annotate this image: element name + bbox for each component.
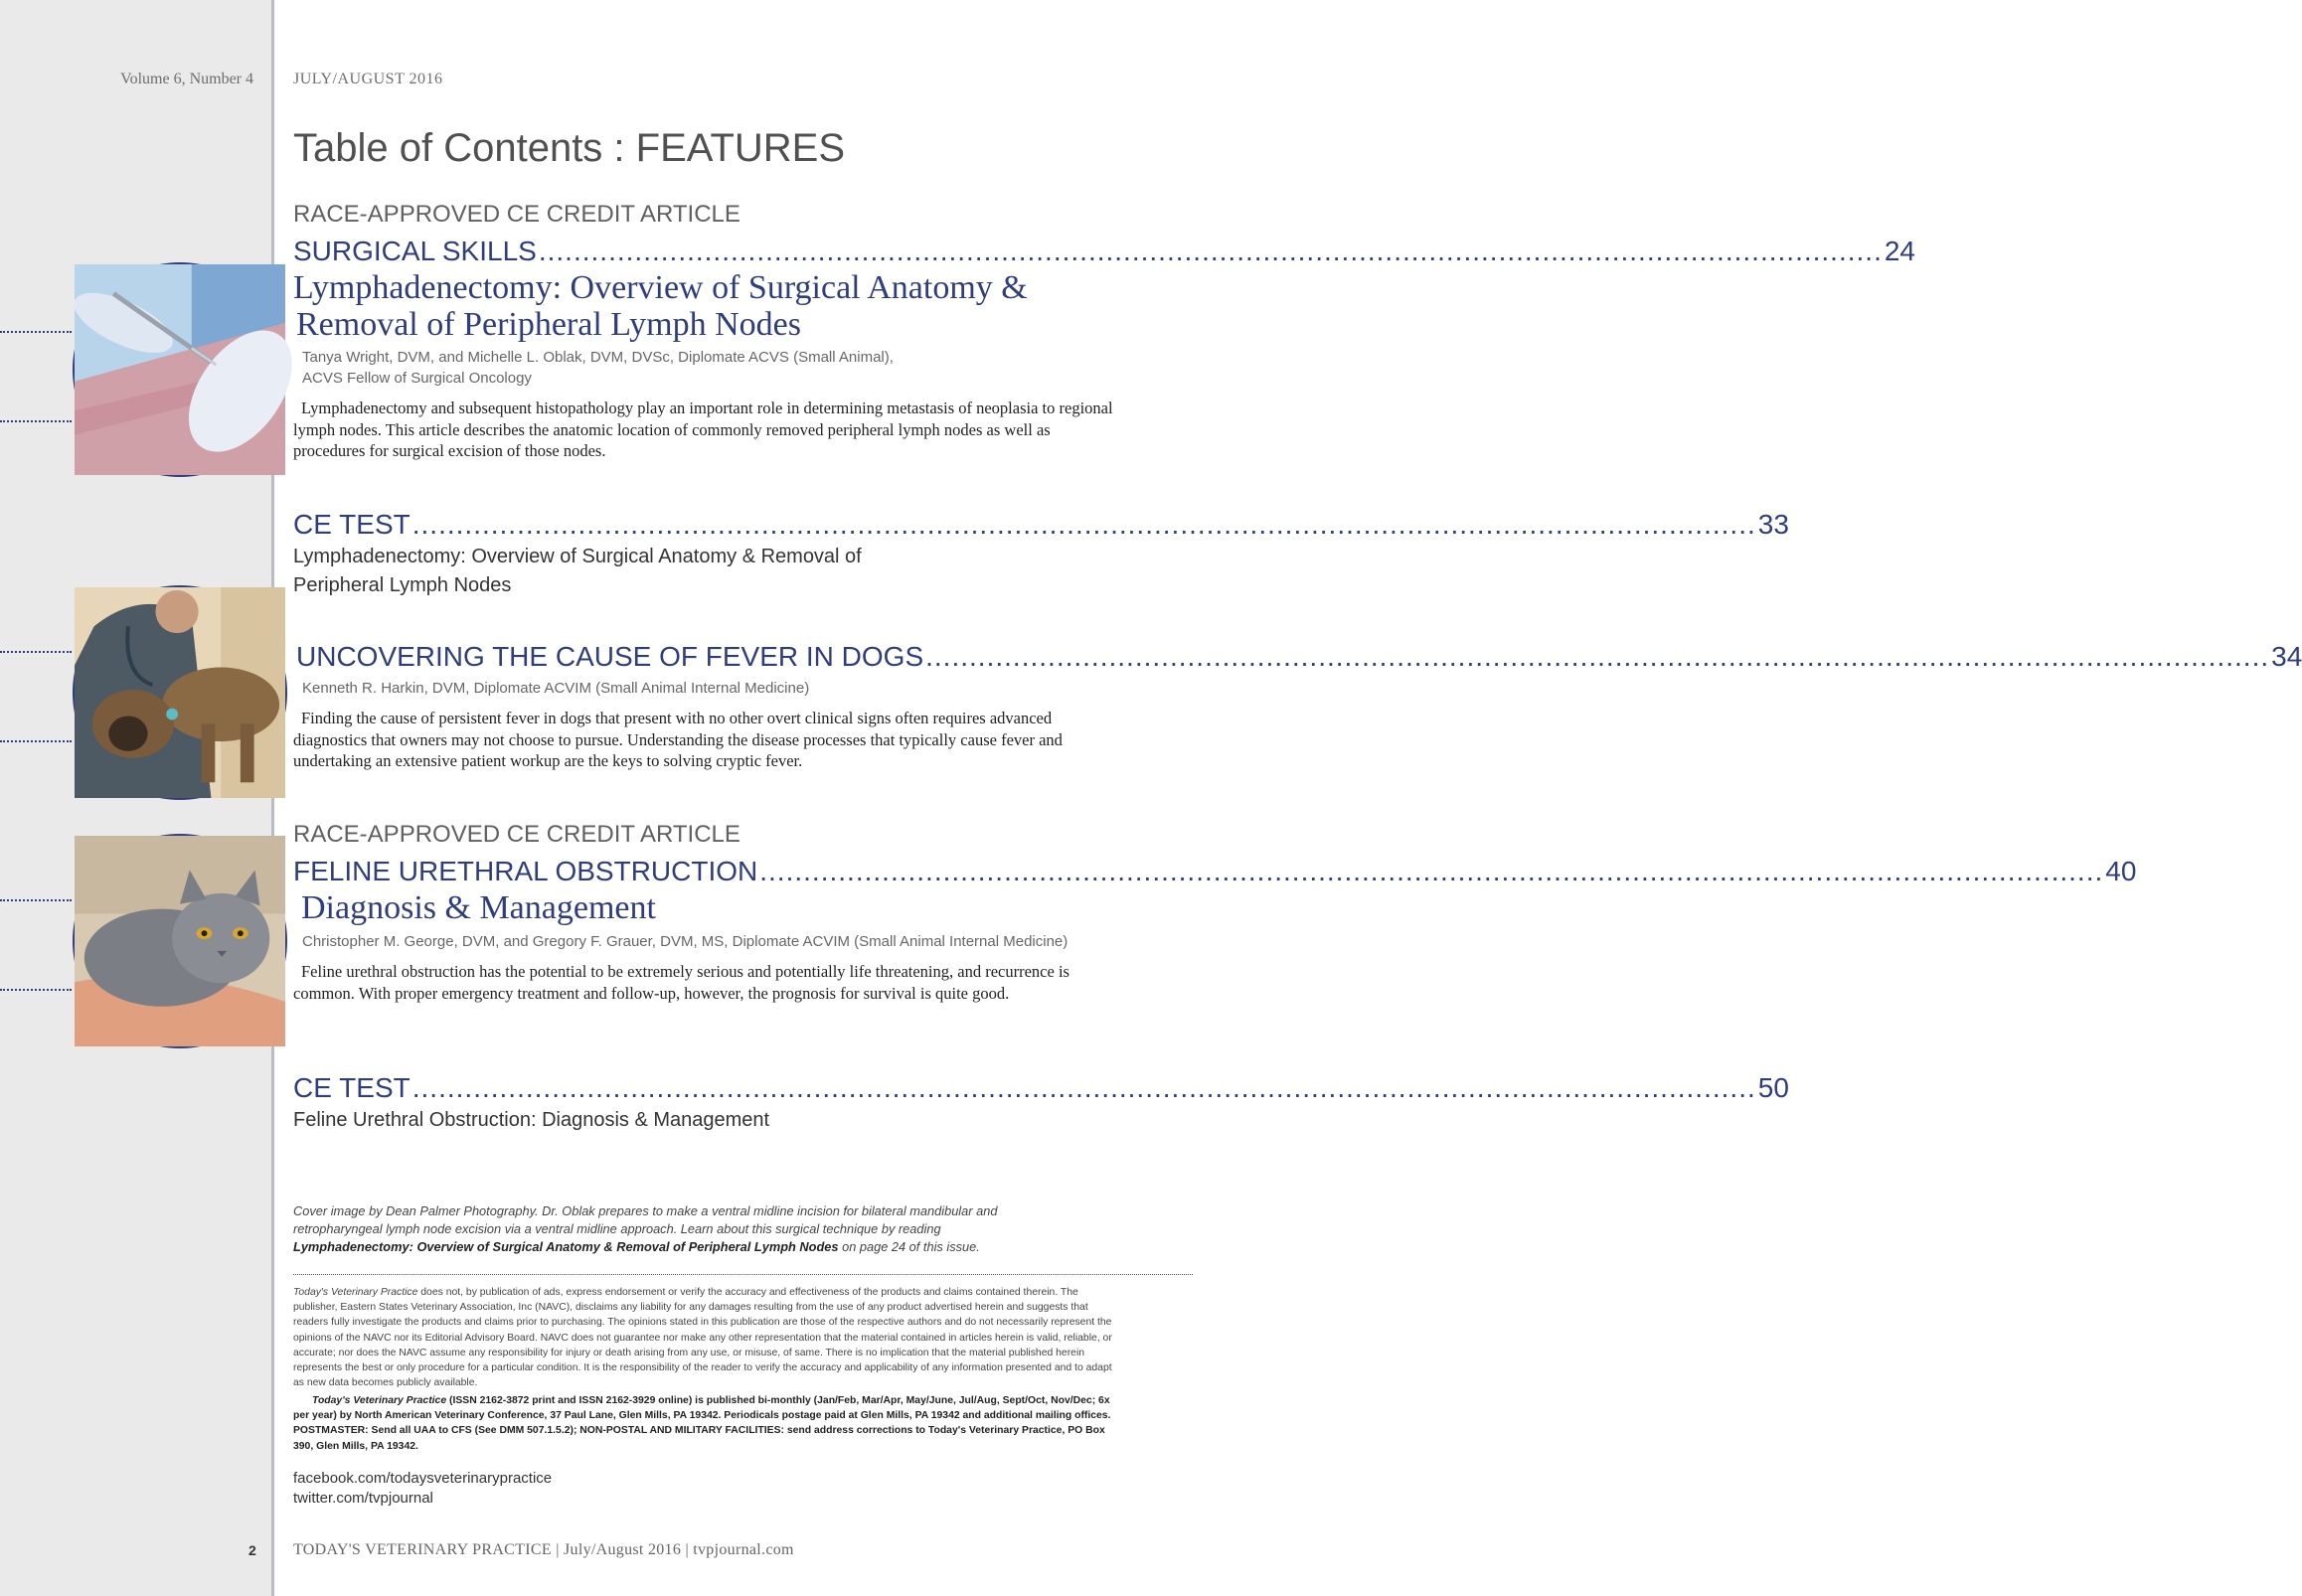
article-authors: [293, 347, 1113, 389]
authors-line: ACVS Fellow of Surgical Oncology: [302, 370, 532, 387]
article-abstract: Finding the cause of persistent fever in dogs that present with no other overt clinical signs often requires advanced diagnostics that owners may not choose to pursue. Understanding the disease processes that typically cause fever and undertaking an extensive patient workup are the keys to solving cryptic fever.: [293, 709, 1063, 770]
twitter-link[interactable]: twitter.com/tvpjournal: [293, 1490, 433, 1507]
ce-test-subtitle: Feline Urethral Obstruction: Diagnosis & Management: [293, 1109, 770, 1131]
toc-entry-surgical-skills: [293, 201, 1916, 462]
section-label: CE TEST: [293, 1072, 411, 1103]
decorative-leader: [0, 420, 72, 422]
section-divider: [293, 1274, 1193, 1275]
article-headline[interactable]: Diagnosis & Management: [301, 889, 656, 926]
article-kicker: RACE-APPROVED CE CREDIT ARTICLE: [293, 201, 740, 228]
dog-exam-photo[interactable]: [73, 585, 287, 800]
cover-image-note: [293, 1202, 1049, 1256]
page-number-footer: 2: [248, 1542, 256, 1558]
subtitle-line: Peripheral Lymph Nodes: [293, 574, 512, 596]
surgery-photo[interactable]: [73, 262, 287, 477]
article-abstract: Feline urethral obstruction has the potential to be extremely serious and potentially life threatening, and recurrence is common. With proper emergency treatment and follow-up, however, the prognosis for survival is quite good.: [293, 962, 1069, 1003]
cat-photo[interactable]: [73, 834, 287, 1048]
toc-line[interactable]: [293, 1072, 1789, 1104]
toc-entry-fever-in-dogs: [293, 641, 2302, 772]
article-authors: Kenneth R. Harkin, DVM, Diplomate ACVIM (Small Animal Internal Medicine): [302, 680, 810, 697]
sidebar-divider: [271, 0, 274, 1596]
cover-note-text: Cover image by Dean Palmer Photography. Dr. Oblak prepares to make a ventral midline incision for bilateral mandibular and retropharyngeal lymph node excision via a ventral midline approach. Learn about this surgical technique by reading: [293, 1203, 998, 1236]
section-label: UNCOVERING THE CAUSE OF FEVER IN DOGS: [296, 641, 924, 672]
dog-exam-illustration: [75, 587, 285, 798]
cover-note-suffix: on page 24 of this issue.: [842, 1239, 980, 1254]
publisher-disclaimer: [293, 1285, 1118, 1390]
page-number: 33: [1757, 509, 1789, 540]
article-kicker: RACE-APPROVED CE CREDIT ARTICLE: [293, 821, 740, 848]
decorative-leader: [0, 331, 72, 333]
page-number: 40: [2105, 856, 2137, 886]
subtitle-line: Lymphadenectomy: Overview of Surgical Anatomy & Removal of: [293, 546, 862, 567]
dot-leader: ..........................................................................................................................................................: [411, 509, 1756, 540]
left-sidebar: [0, 0, 271, 1596]
toc-line[interactable]: [293, 856, 2137, 887]
headline-line: Removal of Peripheral Lymph Nodes: [296, 306, 802, 343]
toc-entry-feline-urethral: [293, 821, 2137, 1004]
decorative-leader: [0, 651, 72, 653]
decorative-leader: [0, 899, 72, 901]
volume-number: Volume 6, Number 4: [120, 71, 253, 87]
decorative-leader: [0, 740, 72, 742]
article-abstract: Lymphadenectomy and subsequent histopathology play an important role in determining metastasis of neoplasia to regional lymph nodes. This article describes the anatomic location of commonly removed peripheral lymph nodes as well as procedures for surgical excision of those nodes.: [293, 399, 1113, 460]
authors-line: Tanya Wright, DVM, and Michelle L. Oblak, DVM, DVSc, Diplomate ACVS (Small Animal),: [302, 349, 894, 366]
postmaster-notice: [293, 1393, 1118, 1454]
facebook-link[interactable]: facebook.com/todaysveterinarypractice: [293, 1470, 553, 1487]
disclaimer-text: does not, by publication of ads, express endorsement or verify the accuracy and effectiveness of the products and claims contained therein. The publisher, Eastern States Veterinary Association, Inc (NAVC), disclaims any liability for any damages resulting from the use of any product advertised herein and suggests that readers fully investigate the products and claims prior to purchasing. The opinions stated in this publication are those of the respective authors and do not necessarily represent the opinions of the NAVC nor its Editorial Advisory Board. NAVC does not guarantee nor make any other representation that the material contained in articles herein is valid, reliable, or accurate; nor does the NAVC assume any responsibility for injury or death arising from any use, or misuse, of same. There is no implication that the material published herein represents the best or only procedure for a particular condition. It is the responsibility of the reader to verify the accuracy and applicability of any information presented and to adapt as new data becomes publicly available.: [293, 1287, 1112, 1389]
postmaster-text: (ISSN 2162-3872 print and ISSN 2162-3929 online) is published bi-monthly (Jan/Feb, Mar/Apr, May/June, Jul/Aug, Sept/Oct, Nov/Dec; 6x per year) by North American Veterinary Conference, 37 Paul Lane, Glen Mills, PA 19342. Periodicals postage paid at Glen Mills, PA 19342 and additional mailing offices. POSTMASTER: Send all UAA to CFS (See DMM 507.1.5.2); NON-POSTAL AND MILITARY FACILITIES: send address corrections to Today's Veterinary Practice, PO Box 390, Glen Mills, PA 19342.: [293, 1395, 1111, 1452]
decorative-leader: [0, 989, 72, 991]
publication-name: Today's Veterinary Practice: [293, 1287, 418, 1298]
article-authors: Christopher M. George, DVM, and Gregory F. Grauer, DVM, MS, Diplomate ACVIM (Small Animal Internal Medicine): [302, 933, 1069, 950]
issue-date: JULY/AUGUST 2016: [293, 71, 443, 87]
toc-entry-ce-test-50: [293, 1072, 1789, 1135]
surgery-illustration: [75, 264, 285, 475]
cover-note-article-title[interactable]: Lymphadenectomy: Overview of Surgical Anatomy & Removal of Peripheral Lymph Nodes: [293, 1239, 839, 1254]
section-label: CE TEST: [293, 509, 411, 540]
section-label: SURGICAL SKILLS: [293, 236, 537, 266]
dot-leader: ..........................................................................................................................................................: [411, 1072, 1756, 1103]
toc-entry-ce-test-33: [293, 509, 1789, 600]
headline-line: Lymphadenectomy: Overview of Surgical Anatomy &: [293, 269, 1028, 306]
ce-test-subtitle: [293, 543, 1113, 600]
publication-name: Today's Veterinary Practice: [312, 1395, 447, 1406]
page-number: 34: [2271, 641, 2302, 672]
dot-leader: ..........................................................................................................................................................: [538, 236, 1883, 266]
page-number: 50: [1757, 1072, 1789, 1103]
toc-line[interactable]: [293, 641, 2302, 673]
cat-illustration: [75, 836, 285, 1046]
page-title: Table of Contents : FEATURES: [293, 126, 846, 170]
article-headline[interactable]: [293, 269, 1113, 343]
social-links: [293, 1469, 552, 1509]
section-label: FELINE URETHRAL OBSTRUCTION: [293, 856, 758, 886]
toc-line[interactable]: [293, 509, 1789, 541]
dot-leader: ..........................................................................................................................................................: [759, 856, 2104, 886]
page-number: 24: [1884, 236, 1916, 266]
dot-leader: ..........................................................................................................................................................: [925, 641, 2270, 672]
footer-text: TODAY'S VETERINARY PRACTICE | July/August 2016 | tvpjournal.com: [293, 1541, 794, 1558]
toc-line[interactable]: [293, 236, 1916, 267]
